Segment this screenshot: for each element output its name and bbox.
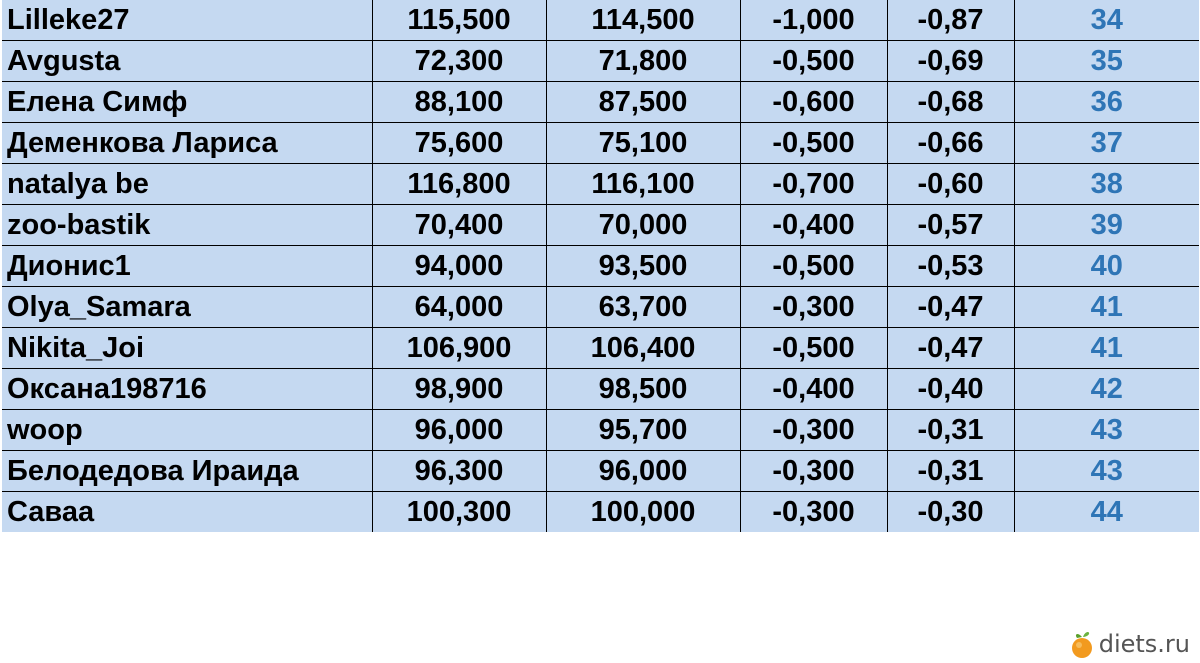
- cell-weight-change: -0,700: [740, 164, 887, 205]
- cell-weight-change: -0,300: [740, 492, 887, 533]
- watermark: [1069, 629, 1190, 659]
- cell-start-weight: 98,900: [372, 369, 546, 410]
- cell-rank: 44: [1014, 492, 1199, 533]
- watermark-text: diets.ru: [1098, 630, 1190, 658]
- table-row: [2, 410, 1199, 451]
- cell-name: Lilleke27: [2, 0, 372, 41]
- cell-name: Дионис1: [2, 246, 372, 287]
- cell-current-weight: 116,100: [546, 164, 740, 205]
- cell-weight-change: -0,300: [740, 451, 887, 492]
- cell-current-weight: 87,500: [546, 82, 740, 123]
- cell-name: natalya be: [2, 164, 372, 205]
- cell-name: Оксана198716: [2, 369, 372, 410]
- cell-current-weight: 95,700: [546, 410, 740, 451]
- cell-percent-change: -0,87: [887, 0, 1014, 41]
- table-row: [2, 451, 1199, 492]
- cell-start-weight: 72,300: [372, 41, 546, 82]
- cell-weight-change: -0,400: [740, 205, 887, 246]
- cell-current-weight: 106,400: [546, 328, 740, 369]
- cell-name: zoo-bastik: [2, 205, 372, 246]
- cell-start-weight: 94,000: [372, 246, 546, 287]
- cell-weight-change: -0,300: [740, 287, 887, 328]
- cell-start-weight: 115,500: [372, 0, 546, 41]
- cell-rank: 37: [1014, 123, 1199, 164]
- cell-percent-change: -0,31: [887, 451, 1014, 492]
- table-row: [2, 492, 1199, 533]
- cell-current-weight: 98,500: [546, 369, 740, 410]
- cell-rank: 43: [1014, 451, 1199, 492]
- cell-weight-change: -0,500: [740, 41, 887, 82]
- cell-start-weight: 75,600: [372, 123, 546, 164]
- cell-weight-change: -0,500: [740, 328, 887, 369]
- cell-percent-change: -0,47: [887, 287, 1014, 328]
- table-row: [2, 246, 1199, 287]
- cell-weight-change: -0,500: [740, 123, 887, 164]
- cell-name: Белодедова Ираида: [2, 451, 372, 492]
- cell-percent-change: -0,69: [887, 41, 1014, 82]
- cell-percent-change: -0,40: [887, 369, 1014, 410]
- cell-percent-change: -0,53: [887, 246, 1014, 287]
- table-row: [2, 0, 1199, 41]
- cell-name: Nikita_Joi: [2, 328, 372, 369]
- cell-percent-change: -0,47: [887, 328, 1014, 369]
- cell-current-weight: 70,000: [546, 205, 740, 246]
- cell-start-weight: 96,300: [372, 451, 546, 492]
- table-row: [2, 328, 1199, 369]
- cell-name: Avgusta: [2, 41, 372, 82]
- cell-rank: 41: [1014, 328, 1199, 369]
- table-row: [2, 82, 1199, 123]
- cell-weight-change: -0,300: [740, 410, 887, 451]
- table-row: [2, 287, 1199, 328]
- cell-name: Olya_Samara: [2, 287, 372, 328]
- cell-percent-change: -0,57: [887, 205, 1014, 246]
- cell-percent-change: -0,30: [887, 492, 1014, 533]
- cell-current-weight: 114,500: [546, 0, 740, 41]
- cell-rank: 39: [1014, 205, 1199, 246]
- cell-start-weight: 106,900: [372, 328, 546, 369]
- cell-current-weight: 75,100: [546, 123, 740, 164]
- cell-percent-change: -0,66: [887, 123, 1014, 164]
- apple-logo-icon: [1069, 629, 1095, 659]
- cell-weight-change: -0,500: [740, 246, 887, 287]
- cell-percent-change: -0,31: [887, 410, 1014, 451]
- cell-start-weight: 100,300: [372, 492, 546, 533]
- cell-start-weight: 64,000: [372, 287, 546, 328]
- cell-start-weight: 96,000: [372, 410, 546, 451]
- cell-weight-change: -0,400: [740, 369, 887, 410]
- cell-start-weight: 70,400: [372, 205, 546, 246]
- cell-name: Деменкова Лариса: [2, 123, 372, 164]
- table-body: [2, 0, 1199, 532]
- cell-rank: 35: [1014, 41, 1199, 82]
- table-row: [2, 41, 1199, 82]
- cell-weight-change: -1,000: [740, 0, 887, 41]
- cell-name: Саваа: [2, 492, 372, 533]
- cell-rank: 43: [1014, 410, 1199, 451]
- cell-start-weight: 116,800: [372, 164, 546, 205]
- table-row: [2, 164, 1199, 205]
- cell-start-weight: 88,100: [372, 82, 546, 123]
- table-row: [2, 123, 1199, 164]
- cell-rank: 38: [1014, 164, 1199, 205]
- cell-name: woop: [2, 410, 372, 451]
- table-row: [2, 369, 1199, 410]
- cell-percent-change: -0,60: [887, 164, 1014, 205]
- cell-rank: 36: [1014, 82, 1199, 123]
- cell-weight-change: -0,600: [740, 82, 887, 123]
- cell-rank: 40: [1014, 246, 1199, 287]
- cell-rank: 42: [1014, 369, 1199, 410]
- cell-current-weight: 100,000: [546, 492, 740, 533]
- cell-rank: 41: [1014, 287, 1199, 328]
- cell-current-weight: 96,000: [546, 451, 740, 492]
- table-row: [2, 205, 1199, 246]
- results-table: [2, 0, 1199, 532]
- cell-name: Елена Симф: [2, 82, 372, 123]
- cell-percent-change: -0,68: [887, 82, 1014, 123]
- cell-current-weight: 93,500: [546, 246, 740, 287]
- cell-current-weight: 63,700: [546, 287, 740, 328]
- cell-rank: 34: [1014, 0, 1199, 41]
- cell-current-weight: 71,800: [546, 41, 740, 82]
